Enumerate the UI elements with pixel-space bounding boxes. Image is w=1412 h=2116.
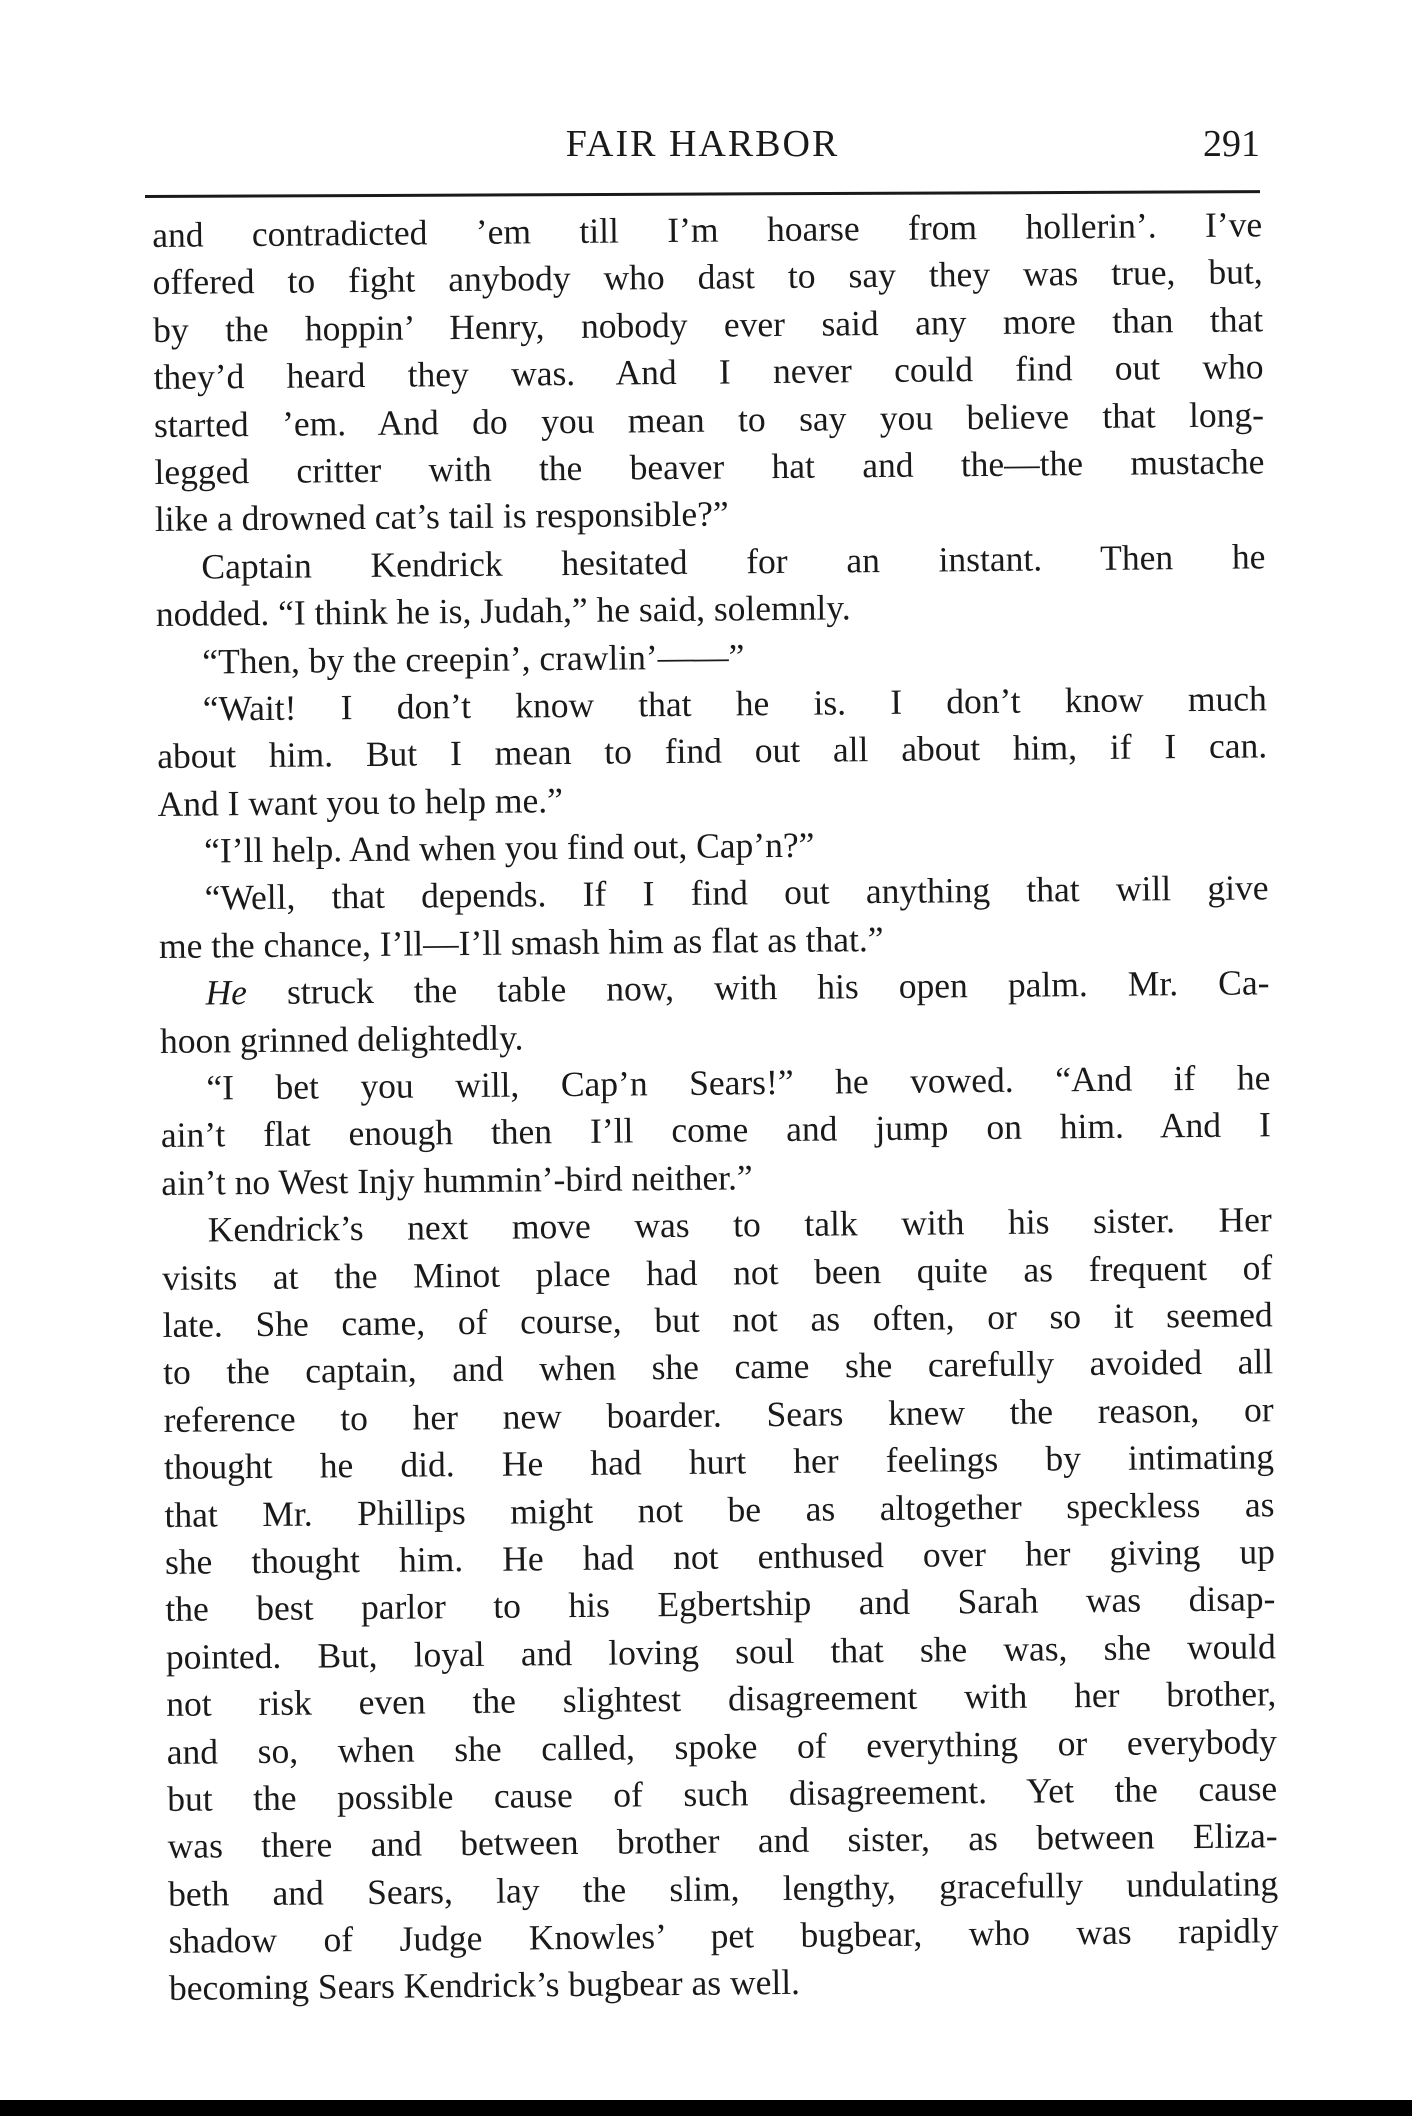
text-line: And I want you to help me.” <box>157 779 564 824</box>
text-line: Captain Kendrick hesitated for an instant. Then he <box>201 536 1266 587</box>
text-line: that Mr. Phillips might not be as altogether speckless as <box>164 1483 1275 1535</box>
text-line: like a drowned cat’s tail is responsible?” <box>154 493 729 540</box>
text-line: “I bet you will, Cap’n Sears!” he vowed. “And if he <box>206 1057 1271 1108</box>
text-line: was there and between brother and sister, as between Eliza- <box>167 1815 1278 1867</box>
text-line: and so, when she called, spoke of everything or everybody <box>166 1720 1277 1772</box>
text-line: and contradicted ’em till I’m hoarse from hollerin’. I’ve <box>152 204 1263 255</box>
bottom-edge-bar <box>0 2100 1412 2116</box>
text-line: pointed. But, loyal and loving soul that she was, she would <box>165 1625 1277 1677</box>
text-line: to the captain, and when she came she carefully avoided all <box>162 1341 1274 1393</box>
text-line: by the hoppin’ Henry, nobody ever said any more than that <box>152 299 1264 350</box>
text-line: visits at the Minot place had not been quite as frequent of <box>162 1246 1273 1298</box>
text-line: not risk even the slightest disagreement with her brother, <box>166 1673 1277 1725</box>
text-line: “Then, by the creepin’, crawlin’——” <box>202 635 745 682</box>
text-line: becoming Sears Kendrick’s bugbear as well. <box>168 1962 801 2009</box>
italic-word: He <box>205 972 248 1013</box>
text-line: about him. But I mean to find out all about him, if I can. <box>157 725 1268 777</box>
text-line: shadow of Judge Knowles’ pet bugbear, who was rapidly <box>168 1910 1279 1961</box>
text-line: me the chance, I’ll—I’ll smash him as flat as that.” <box>158 918 884 966</box>
text-line: hoon grinned delightedly. <box>159 1017 524 1061</box>
text-line: He struck the table now, with his open palm. Mr. Ca- <box>205 962 1270 1013</box>
text-line: “I’ll help. And when you find out, Cap’n?” <box>203 824 815 871</box>
text-line: “Well, that depends. If I find out anything that will give <box>204 867 1269 918</box>
text-line: legged critter with the beaver hat and the—the mustache <box>154 441 1265 492</box>
text-line: late. She came, of course, but not as often, or so it seemed <box>162 1294 1273 1345</box>
text-line: thought he did. He had hurt her feelings by intimating <box>163 1436 1275 1488</box>
text-line: Kendrick’s next move was to talk with his sister. Her <box>207 1199 1272 1250</box>
text-line: she thought him. He had not enthused over her giving up <box>164 1531 1276 1582</box>
text-line: nodded. “I think he is, Judah,” he said, solemnly. <box>155 587 851 635</box>
running-title: FAIR HARBOR <box>565 123 840 165</box>
text-line: “Wait! I don’t know that he is. I don’t know much <box>202 678 1267 729</box>
text-line: they’d heard they was. And I never could find out who <box>153 346 1264 398</box>
text-line: ain’t flat enough then I’ll come and jump on him. And I <box>160 1104 1272 1156</box>
text-line: beth and Sears, lay the slim, lengthy, gracefully undulating <box>167 1862 1279 1914</box>
page-number: 291 <box>1203 123 1260 165</box>
text-line: offered to fight anybody who dast to say they was true, but, <box>152 251 1263 303</box>
text-line: ain’t no West Injy hummin’-bird neither.” <box>161 1157 753 1203</box>
running-head <box>145 118 1260 178</box>
body-text <box>152 201 1279 2012</box>
text-line: reference to her new boarder. Sears knew the reason, or <box>163 1389 1274 1440</box>
text-line: but the possible cause of such disagreement. Yet the cause <box>167 1768 1278 1819</box>
header-rule <box>145 190 1260 198</box>
text-line: started ’em. And do you mean to say you believe that long- <box>153 393 1265 445</box>
text-line: the best parlor to his Egbertship and Sarah was disap- <box>165 1578 1276 1630</box>
